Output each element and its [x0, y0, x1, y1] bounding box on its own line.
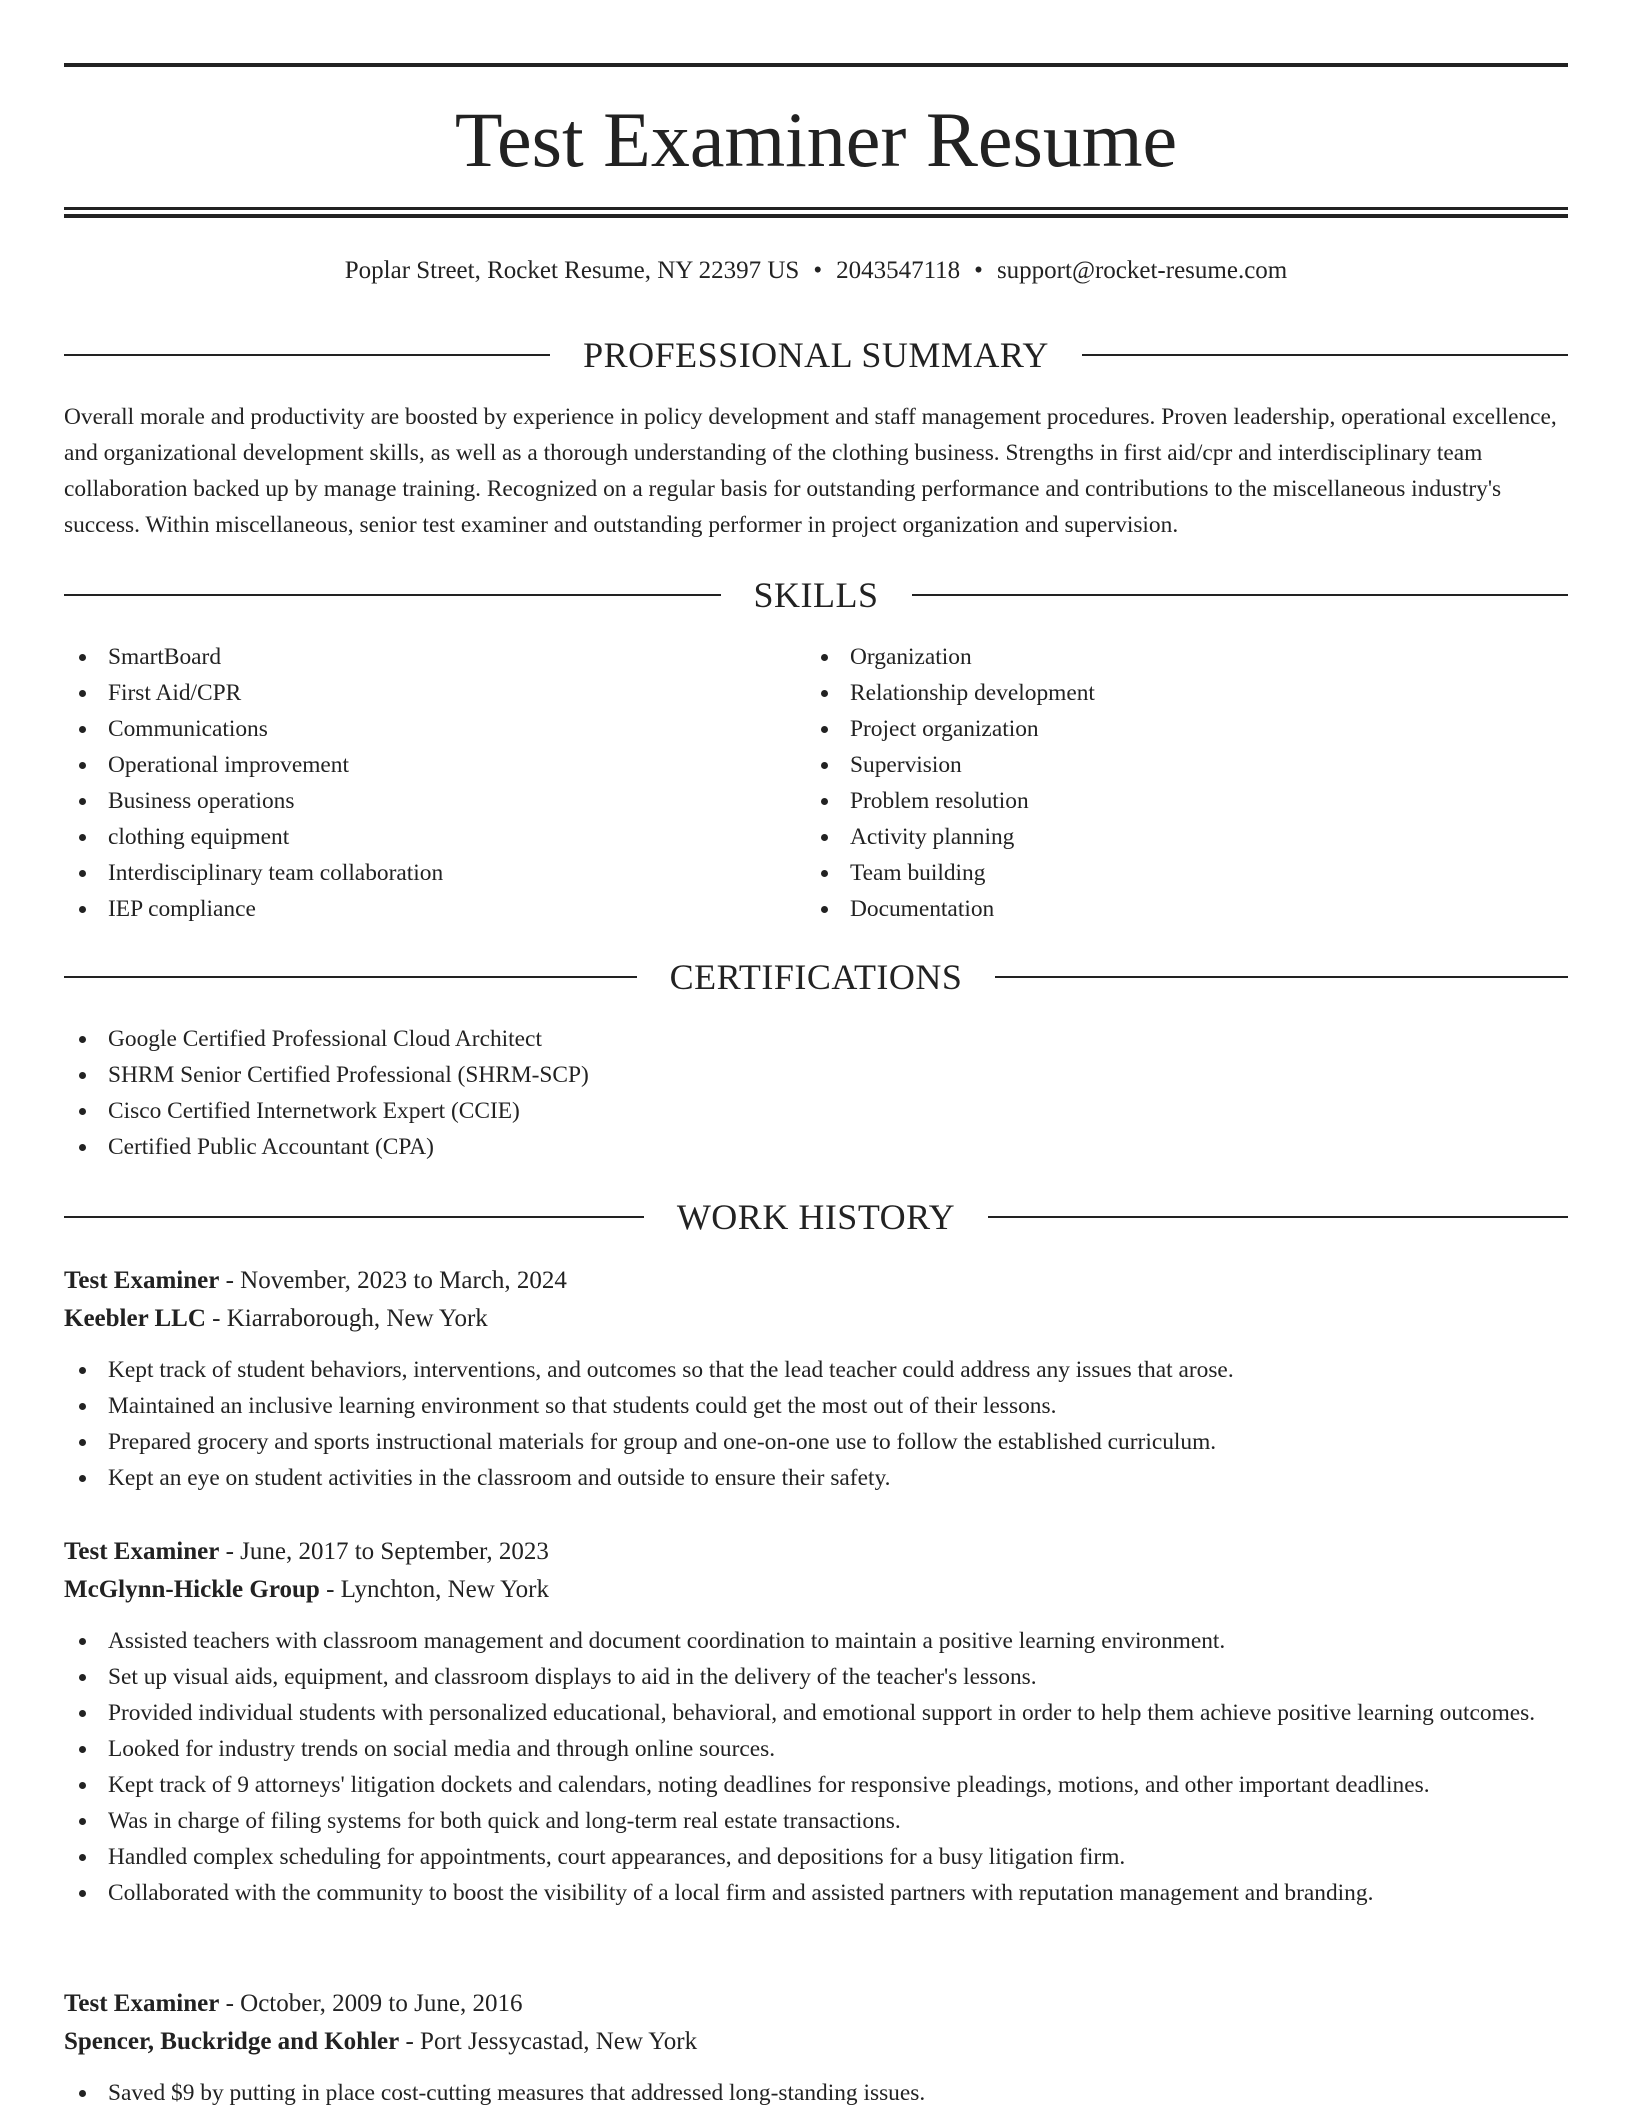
- skill-item: SmartBoard: [64, 639, 764, 675]
- section-title-skills: SKILLS: [753, 575, 879, 615]
- contact-phone: 2043547118: [836, 257, 961, 284]
- job-duty-item: Assisted teachers with classroom management and document coordination to maintain a positive learning environment.: [64, 1623, 1568, 1659]
- heading-rule-left: [64, 354, 550, 356]
- job-entry: [64, 1533, 1568, 1911]
- job-dates: - October, 2009 to June, 2016: [219, 1990, 523, 2017]
- contact-separator: •: [974, 257, 983, 284]
- skill-item: Relationship development: [806, 675, 1506, 711]
- job-location: - Lynchton, New York: [319, 1576, 549, 1603]
- job-entry: [64, 1985, 1568, 2111]
- heading-rule-right: [988, 1216, 1568, 1218]
- job-duty-item: Collaborated with the community to boost the visibility of a local firm and assisted partners with reputation management and branding.: [64, 1875, 1568, 1911]
- skill-item: Organization: [806, 639, 1506, 675]
- skill-item: First Aid/CPR: [64, 675, 764, 711]
- job-duty-item: Prepared grocery and sports instructional materials for group and one-on-one use to follow the established curriculum.: [64, 1424, 1568, 1460]
- skill-item: Operational improvement: [64, 747, 764, 783]
- skill-item: Team building: [806, 855, 1506, 891]
- job-duty-item: Was in charge of filing systems for both quick and long-term real estate transactions.: [64, 1803, 1568, 1839]
- job-title-line: [64, 1262, 1568, 1300]
- certification-item: SHRM Senior Certified Professional (SHRM-SCP): [64, 1057, 1568, 1093]
- heading-rule-left: [64, 1216, 644, 1218]
- job-duty-item: Handled complex scheduling for appointments, court appearances, and depositions for a busy litigation firm.: [64, 1839, 1568, 1875]
- heading-rule-left: [64, 594, 721, 596]
- resume-title: Test Examiner Resume: [454, 96, 1178, 183]
- job-title: Test Examiner: [64, 1267, 220, 1294]
- job-company-line: [64, 1300, 1568, 1338]
- skills-column-right: [806, 639, 1506, 927]
- skills-list-left: [64, 639, 764, 927]
- job-title-line: [64, 1533, 1568, 1571]
- section-title-summary: PROFESSIONAL SUMMARY: [583, 335, 1049, 375]
- professional-summary-text: Overall morale and productivity are boosted by experience in policy development and staff management procedures. Proven leadership, operational excellence, and organizational development skills, as well as a thorough understanding of the clothing business. Strengths in first aid/cpr and interdisciplinary team collaboration backed up by manage training. Recognized on a regular basis for outstanding performance and contributions to the miscellaneous industry's success. Within miscellaneous, senior test examiner and outstanding performer in project organization and supervision.: [64, 404, 1557, 538]
- job-title-line: [64, 1985, 1568, 2023]
- job-dates: - November, 2023 to March, 2024: [219, 1267, 567, 1294]
- job-entry: [64, 1262, 1568, 1496]
- certifications-heading: [64, 955, 1568, 999]
- job-company: Spencer, Buckridge and Kohler: [64, 2028, 400, 2055]
- skill-item: Problem resolution: [806, 783, 1506, 819]
- certification-item: Google Certified Professional Cloud Architect: [64, 1021, 1568, 1057]
- job-company: McGlynn-Hickle Group: [64, 1576, 320, 1603]
- skill-item: Documentation: [806, 891, 1506, 927]
- job-title: Test Examiner: [64, 1538, 220, 1565]
- job-duty-item: Kept an eye on student activities in the classroom and outside to ensure their safety.: [64, 1460, 1568, 1496]
- contact-email: support@rocket-resume.com: [996, 257, 1288, 284]
- skill-item: Activity planning: [806, 819, 1506, 855]
- section-title-certifications: CERTIFICATIONS: [669, 957, 963, 997]
- skills-list-right: [806, 639, 1506, 927]
- heading-rule-right: [912, 594, 1569, 596]
- job-company-line: [64, 1571, 1568, 1609]
- job-company-line: [64, 2023, 1568, 2061]
- top-divider: [64, 63, 1568, 67]
- certifications-list: [64, 1021, 1568, 1165]
- skill-item: clothing equipment: [64, 819, 764, 855]
- skills-column-left: [64, 639, 764, 927]
- certifications-block: [64, 1021, 1568, 1165]
- skill-item: IEP compliance: [64, 891, 764, 927]
- job-location: - Port Jessycastad, New York: [399, 2028, 698, 2055]
- job-duty-item: Saved $9 by putting in place cost-cutting measures that addressed long-standing issues.: [64, 2075, 1568, 2111]
- skills-heading: [64, 573, 1568, 617]
- contact-separator: •: [813, 257, 823, 284]
- job-dates: - June, 2017 to September, 2023: [219, 1538, 549, 1565]
- job-duties-list: [64, 2075, 1568, 2111]
- heading-rule-right: [1082, 354, 1568, 356]
- skill-item: Business operations: [64, 783, 764, 819]
- job-duty-item: Provided individual students with personalized educational, behavioral, and emotional support in order to help them achieve positive learning outcomes.: [64, 1695, 1568, 1731]
- job-duties-list: [64, 1352, 1568, 1496]
- job-duty-item: Maintained an inclusive learning environment so that students could get the most out of their lessons.: [64, 1388, 1568, 1424]
- contact-line: [64, 254, 1568, 288]
- heading-rule-right: [995, 976, 1568, 978]
- skill-item: Supervision: [806, 747, 1506, 783]
- skill-item: Interdisciplinary team collaboration: [64, 855, 764, 891]
- summary-heading: [64, 333, 1568, 377]
- job-duties-list: [64, 1623, 1568, 1911]
- certification-item: Certified Public Accountant (CPA): [64, 1129, 1568, 1165]
- job-location: - Kiarraborough, New York: [205, 1305, 488, 1332]
- section-title-work-history: WORK HISTORY: [676, 1197, 956, 1237]
- title-divider-upper: [64, 207, 1568, 210]
- skill-item: Communications: [64, 711, 764, 747]
- job-duty-item: Kept track of 9 attorneys' litigation dockets and calendars, noting deadlines for responsive pleadings, motions, and other important deadlines.: [64, 1767, 1568, 1803]
- certification-item: Cisco Certified Internetwork Expert (CCIE): [64, 1093, 1568, 1129]
- job-company: Keebler LLC: [64, 1305, 206, 1332]
- job-duty-item: Looked for industry trends on social media and through online sources.: [64, 1731, 1568, 1767]
- title-divider-lower: [64, 214, 1568, 218]
- job-duty-item: Kept track of student behaviors, interventions, and outcomes so that the lead teacher could address any issues that arose.: [64, 1352, 1568, 1388]
- work-history-heading: [64, 1195, 1568, 1239]
- contact-address: Poplar Street, Rocket Resume, NY 22397 US: [344, 257, 800, 284]
- heading-rule-left: [64, 976, 637, 978]
- job-title: Test Examiner: [64, 1990, 220, 2017]
- skill-item: Project organization: [806, 711, 1506, 747]
- job-duty-item: Set up visual aids, equipment, and classroom displays to aid in the delivery of the teacher's lessons.: [64, 1659, 1568, 1695]
